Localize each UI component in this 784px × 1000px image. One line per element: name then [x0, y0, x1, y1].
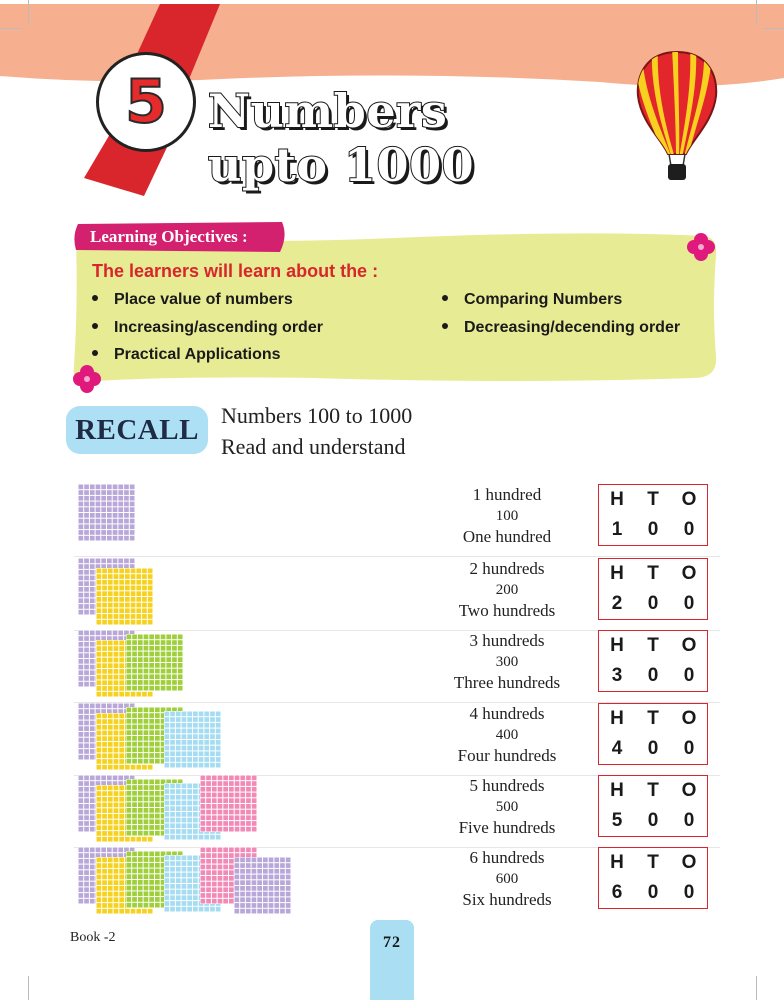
chapter-title-line2: upto 1000 [208, 138, 475, 192]
number-value: 400 [495, 727, 519, 743]
hundred-blocks [70, 703, 310, 775]
tens-header: T [647, 563, 659, 584]
hundreds-digit: 3 [611, 665, 623, 686]
tens-digit: 0 [647, 738, 659, 759]
hundreds-count: 2 hundreds [469, 559, 545, 578]
crop-mark [28, 0, 29, 24]
hundred-blocks [70, 630, 310, 702]
hundreds-row [70, 630, 722, 702]
hundreds-count: 3 hundreds [469, 631, 545, 650]
ones-header: O [681, 635, 697, 656]
hundreds-header: H [610, 563, 624, 584]
hundreds-count: 4 hundreds [469, 704, 545, 723]
crop-mark [756, 0, 757, 24]
objective-text: Place value of numbers [114, 291, 293, 308]
place-value-table [598, 558, 708, 620]
number-words [422, 775, 592, 839]
number-value: 200 [495, 582, 519, 598]
number-value: 300 [495, 654, 519, 670]
place-value-table [598, 775, 708, 837]
objectives-heading: The learners will learn about the : [92, 261, 379, 281]
crop-mark [762, 28, 784, 29]
tens-digit: 0 [647, 519, 659, 540]
hundred-blocks [70, 558, 310, 630]
hundred-block [126, 634, 183, 691]
hundred-blocks [70, 484, 310, 556]
flower-icon [686, 232, 716, 262]
objective-text: Decreasing/decending order [464, 319, 681, 336]
number-name: Three hundreds [453, 673, 561, 692]
objective-text: Increasing/ascending order [114, 319, 323, 336]
recall-line-2: Read and understand [221, 434, 406, 459]
hundreds-row [70, 484, 722, 556]
hundreds-digit: 1 [611, 519, 623, 540]
hundreds-header: H [610, 708, 624, 729]
number-name: Four hundreds [457, 746, 557, 765]
hundred-blocks [70, 775, 310, 847]
number-value: 100 [495, 508, 519, 524]
number-name: Six hundreds [462, 890, 552, 909]
number-words [422, 847, 592, 911]
objectives-tag: Learning Objectives : [90, 227, 248, 246]
ones-header: O [681, 489, 697, 510]
hundreds-digit: 2 [611, 593, 623, 614]
bullet-icon [92, 295, 98, 301]
tens-digit: 0 [647, 665, 659, 686]
ones-digit: 0 [683, 882, 695, 903]
crop-mark [0, 28, 22, 29]
number-words [422, 703, 592, 767]
number-words [422, 484, 592, 548]
ones-digit: 0 [683, 519, 695, 540]
hundreds-row [70, 558, 722, 630]
chapter-number: 5 [125, 67, 167, 137]
tens-header: T [647, 852, 659, 873]
hundreds-count: 1 hundred [472, 485, 542, 504]
number-value: 500 [495, 799, 519, 815]
place-value-table [598, 484, 708, 546]
hundreds-row [70, 703, 722, 775]
bullet-icon [442, 295, 448, 301]
number-value: 600 [495, 871, 519, 887]
page-tab [370, 920, 414, 1000]
objective-item [442, 291, 622, 309]
tens-header: T [647, 708, 659, 729]
hundreds-header: H [610, 489, 624, 510]
row-divider [74, 556, 720, 557]
number-name: Two hundreds [458, 601, 556, 620]
place-value-table [598, 630, 708, 692]
hundreds-count: 6 hundreds [469, 848, 545, 867]
number-words [422, 558, 592, 622]
number-name: Five hundreds [458, 818, 556, 837]
hundred-block [78, 484, 135, 541]
hundreds-header: H [610, 780, 624, 801]
ones-digit: 0 [683, 665, 695, 686]
hundreds-row [70, 775, 722, 847]
objective-text: Practical Applications [114, 346, 281, 363]
objective-text: Comparing Numbers [464, 291, 623, 308]
hundreds-digit: 5 [611, 810, 623, 831]
hundreds-row [70, 847, 722, 919]
crop-mark [756, 976, 757, 1000]
number-words [422, 630, 592, 694]
hundreds-digit: 4 [611, 738, 623, 759]
hundred-block [200, 775, 257, 832]
ones-header: O [681, 563, 697, 584]
hundred-blocks [70, 847, 310, 919]
ones-header: O [681, 780, 697, 801]
place-value-table [598, 847, 708, 909]
objective-item [92, 291, 293, 309]
crop-mark [28, 976, 29, 1000]
page-number: 72 [383, 934, 401, 951]
flower-icon [72, 364, 102, 394]
ones-digit: 0 [683, 738, 695, 759]
bullet-icon [92, 323, 98, 329]
hundreds-count: 5 hundreds [469, 776, 545, 795]
chapter-title-line1: Numbers [208, 84, 448, 138]
objective-item [92, 346, 281, 364]
hundreds-header: H [610, 635, 624, 656]
book-label: Book -2 [70, 930, 116, 945]
place-value-table [598, 703, 708, 765]
hundreds-digit: 6 [611, 882, 623, 903]
hot-air-balloon-icon [632, 48, 722, 184]
tens-header: T [647, 780, 659, 801]
bullet-icon [442, 323, 448, 329]
recall-label: RECALL [66, 406, 208, 454]
hundred-block [164, 711, 221, 768]
ones-header: O [681, 852, 697, 873]
tens-digit: 0 [647, 882, 659, 903]
objective-item [442, 319, 680, 337]
bullet-icon [92, 350, 98, 356]
tens-header: T [647, 635, 659, 656]
hundreds-header: H [610, 852, 624, 873]
ones-header: O [681, 708, 697, 729]
tens-digit: 0 [647, 810, 659, 831]
objective-item [92, 319, 323, 337]
recall-line-1: Numbers 100 to 1000 [221, 403, 413, 428]
hundred-block [96, 568, 153, 625]
number-name: One hundred [462, 527, 552, 546]
tens-header: T [647, 489, 659, 510]
tens-digit: 0 [647, 593, 659, 614]
hundred-block [234, 857, 291, 914]
ones-digit: 0 [683, 810, 695, 831]
ones-digit: 0 [683, 593, 695, 614]
chapter-badge [96, 52, 196, 152]
